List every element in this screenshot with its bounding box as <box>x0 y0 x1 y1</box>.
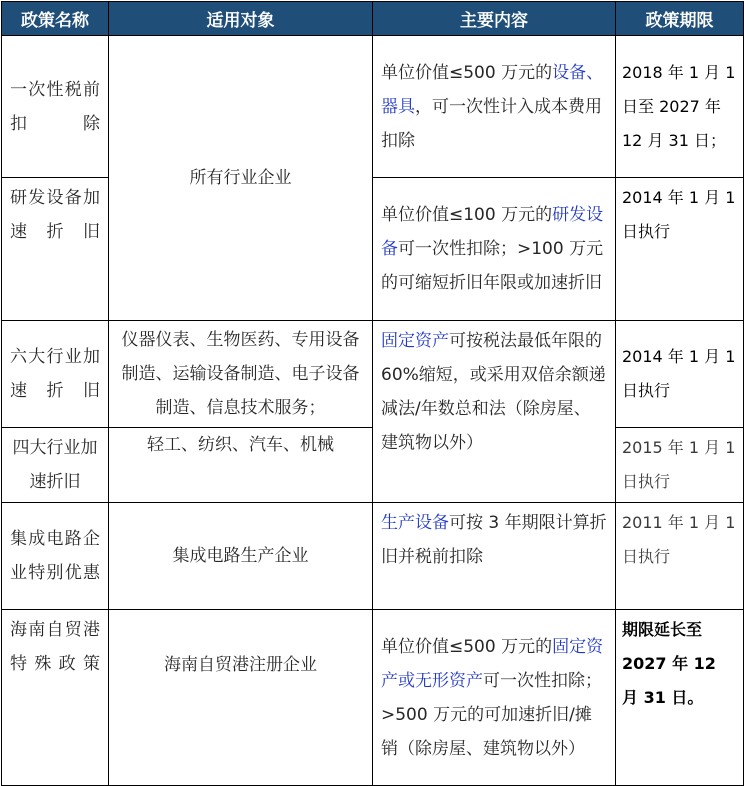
policy-target: 仪器仪表、生物医药、专用设备制造、运输设备制造、电子设备制造、信息技术服务； <box>109 321 373 428</box>
policy-name: 海南自贸港特殊政策 <box>2 610 109 786</box>
content-text: 可一次性扣除；>100 万元的可缩短折旧年限或加速折旧 <box>381 239 604 293</box>
content-highlight: 设备、器具 <box>381 62 604 117</box>
content-highlight: 固定资产或无形资产 <box>381 636 604 691</box>
policy-period: 2014 年 1 月 1 日执行 <box>616 321 744 428</box>
policy-name: 六大行业加速折旧 <box>2 321 109 428</box>
content-text: 单位价值≤100 万元的 <box>381 205 553 225</box>
content-text: 单位价值≤500 万元的 <box>381 62 553 83</box>
policy-target: 轻工、纺织、汽车、机械 <box>109 428 373 503</box>
content-text: 单位价值≤500 万元的 <box>381 636 553 657</box>
policy-period: 2018 年 1 月 1 日至 2027 年 12 月 31 日； <box>616 36 744 178</box>
policy-content <box>373 178 616 321</box>
table-header-row <box>2 2 744 36</box>
table-row <box>2 321 744 428</box>
content-text: ，可一次性计入成本费用扣除 <box>381 96 602 151</box>
header-period: 政策期限 <box>616 2 744 36</box>
policy-content <box>373 36 616 178</box>
policy-content <box>373 503 616 610</box>
policy-name: 一次性税前扣除 <box>2 36 109 178</box>
content-text: 可按 3 年期限计算折旧并税前扣除 <box>381 513 607 567</box>
policy-period: 2015 年 1 月 1 日执行 <box>616 428 744 503</box>
policy-table <box>1 1 744 786</box>
table-row <box>2 610 744 786</box>
policy-target: 海南自贸港注册企业 <box>109 610 373 786</box>
content-highlight: 研发设备 <box>381 205 604 259</box>
policy-name: 集成电路企业特别优惠 <box>2 503 109 610</box>
policy-period: 2014 年 1 月 1 日执行 <box>616 178 744 321</box>
policy-name: 四大行业加速折旧 <box>2 428 109 503</box>
policy-target: 所有行业企业 <box>109 36 373 321</box>
content-text: 可按税法最低年限的 60%缩短，或采用双倍余额递减法/年数总和法（除房屋、建筑物以外） <box>381 331 606 453</box>
content-text: 可一次性扣除；>500 万元的可加速折旧/摊销（除房屋、建筑物以外） <box>381 670 602 759</box>
content-highlight: 生产设备 <box>381 513 449 533</box>
header-content: 主要内容 <box>373 2 616 36</box>
policy-period: 2011 年 1 月 1 日执行 <box>616 503 744 610</box>
header-target: 适用对象 <box>109 2 373 36</box>
policy-target: 集成电路生产企业 <box>109 503 373 610</box>
content-highlight: 固定资产 <box>381 331 449 351</box>
policy-content <box>373 610 616 786</box>
table-row <box>2 36 744 178</box>
table-row <box>2 503 744 610</box>
policy-period: 期限延长至 2027 年 12 月 31 日。 <box>616 610 744 786</box>
policy-name: 研发设备加速折旧 <box>2 178 109 321</box>
policy-content <box>373 321 616 503</box>
header-name: 政策名称 <box>2 2 109 36</box>
